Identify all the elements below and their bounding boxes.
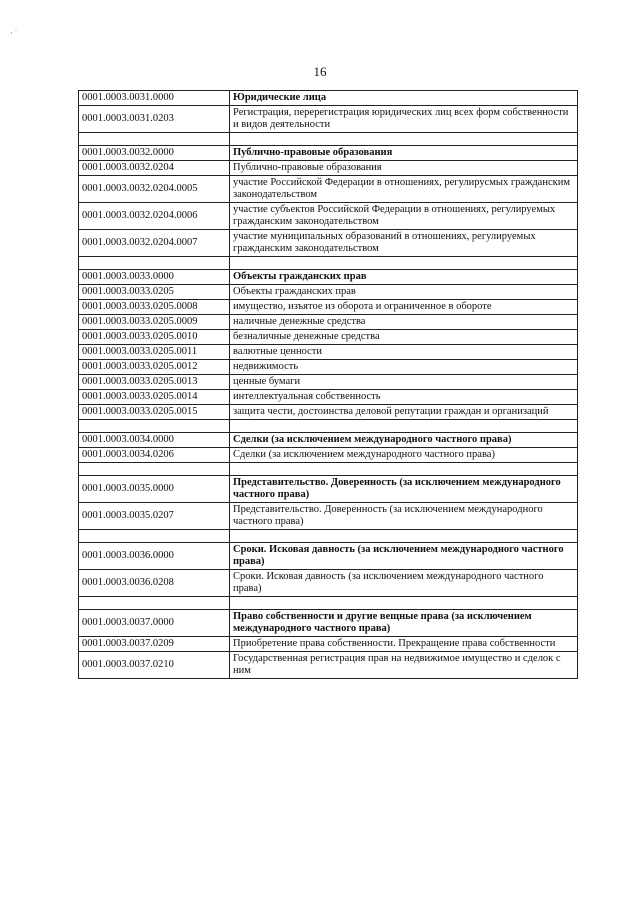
- code-cell: 0001.0003.0037.0000: [79, 610, 230, 637]
- table-row: [79, 106, 578, 133]
- classifier-table: [78, 90, 578, 679]
- section-title-cell: Сделки (за исключением международного частного права): [230, 433, 578, 448]
- spacer-cell: [79, 463, 230, 476]
- code-cell: 0001.0003.0037.0210: [79, 652, 230, 679]
- section-title-cell: Юридические лица: [230, 91, 578, 106]
- table-row: [79, 230, 578, 257]
- spacer-cell: [230, 597, 578, 610]
- spacer-cell: [79, 420, 230, 433]
- section-title-cell: Право собственности и другие вещные права (за исключением международного частного права): [230, 610, 578, 637]
- code-cell: 0001.0003.0034.0000: [79, 433, 230, 448]
- table-row: [79, 360, 578, 375]
- code-cell: 0001.0003.0033.0205.0009: [79, 315, 230, 330]
- spacer-cell: [230, 463, 578, 476]
- table-row: [79, 176, 578, 203]
- code-cell: 0001.0003.0032.0204.0007: [79, 230, 230, 257]
- title-cell: Сроки. Исковая давность (за исключением международного частного права): [230, 570, 578, 597]
- title-cell: недвижимость: [230, 360, 578, 375]
- title-cell: Сделки (за исключением международного частного права): [230, 448, 578, 463]
- spacer-cell: [79, 530, 230, 543]
- spacer-row: [79, 133, 578, 146]
- title-cell: Регистрация, перерегистрация юридических лиц всех форм собственности и видов деятельности: [230, 106, 578, 133]
- table-row: [79, 161, 578, 176]
- spacer-row: [79, 597, 578, 610]
- table-row: [79, 300, 578, 315]
- title-cell: защита чести, достоинства деловой репутации граждан и организаций: [230, 405, 578, 420]
- title-cell: Публично-правовые образования: [230, 161, 578, 176]
- code-cell: 0001.0003.0036.0208: [79, 570, 230, 597]
- title-cell: Представительство. Доверенность (за исключением международного частного права): [230, 503, 578, 530]
- title-cell: Приобретение права собственности. Прекращение права собственности: [230, 637, 578, 652]
- code-cell: 0001.0003.0033.0205.0010: [79, 330, 230, 345]
- spacer-cell: [79, 133, 230, 146]
- table-row: [79, 285, 578, 300]
- section-heading-row: [79, 610, 578, 637]
- section-heading-row: [79, 91, 578, 106]
- spacer-row: [79, 463, 578, 476]
- spacer-cell: [230, 420, 578, 433]
- page-number: 16: [313, 64, 327, 79]
- title-cell: участие субъектов Российской Федерации в отношениях, регулируемых гражданским законодательством: [230, 203, 578, 230]
- code-cell: 0001.0003.0032.0204: [79, 161, 230, 176]
- section-title-cell: Публично-правовые образования: [230, 146, 578, 161]
- title-cell: интеллектуальная собственность: [230, 390, 578, 405]
- spacer-cell: [230, 133, 578, 146]
- code-cell: 0001.0003.0034.0206: [79, 448, 230, 463]
- code-cell: 0001.0003.0033.0205.0008: [79, 300, 230, 315]
- title-cell: Государственная регистрация прав на недвижимое имущество и сделок с ним: [230, 652, 578, 679]
- code-cell: 0001.0003.0037.0209: [79, 637, 230, 652]
- table-row: [79, 503, 578, 530]
- section-title-cell: Сроки. Исковая давность (за исключением международного частного права): [230, 543, 578, 570]
- table-row: [79, 448, 578, 463]
- table-row: [79, 390, 578, 405]
- spacer-cell: [79, 597, 230, 610]
- table-row: [79, 375, 578, 390]
- section-title-cell: Объекты гражданских прав: [230, 270, 578, 285]
- section-title-cell: Представительство. Доверенность (за исключением международного частного права): [230, 476, 578, 503]
- title-cell: участие Российской Федерации в отношениях, регулирусмых гражданским законодательством: [230, 176, 578, 203]
- scan-mark: ‚ ·: [10, 26, 18, 35]
- table-row: [79, 330, 578, 345]
- spacer-row: [79, 530, 578, 543]
- code-cell: 0001.0003.0033.0205.0011: [79, 345, 230, 360]
- table-row: [79, 203, 578, 230]
- section-heading-row: [79, 270, 578, 285]
- table-row: [79, 570, 578, 597]
- section-heading-row: [79, 146, 578, 161]
- code-cell: 0001.0003.0033.0205.0012: [79, 360, 230, 375]
- spacer-cell: [230, 530, 578, 543]
- section-heading-row: [79, 543, 578, 570]
- spacer-cell: [79, 257, 230, 270]
- code-cell: 0001.0003.0036.0000: [79, 543, 230, 570]
- code-cell: 0001.0003.0035.0207: [79, 503, 230, 530]
- title-cell: наличные денежные средства: [230, 315, 578, 330]
- title-cell: валютные ценности: [230, 345, 578, 360]
- code-cell: 0001.0003.0032.0204.0006: [79, 203, 230, 230]
- code-cell: 0001.0003.0032.0204.0005: [79, 176, 230, 203]
- title-cell: ценные бумаги: [230, 375, 578, 390]
- code-cell: 0001.0003.0033.0000: [79, 270, 230, 285]
- table-row: [79, 405, 578, 420]
- code-cell: 0001.0003.0035.0000: [79, 476, 230, 503]
- title-cell: Объекты гражданских прав: [230, 285, 578, 300]
- code-cell: 0001.0003.0033.0205.0013: [79, 375, 230, 390]
- code-cell: 0001.0003.0033.0205: [79, 285, 230, 300]
- title-cell: имущество, изъятое из оборота и ограниченное в обороте: [230, 300, 578, 315]
- code-cell: 0001.0003.0031.0203: [79, 106, 230, 133]
- code-cell: 0001.0003.0033.0205.0014: [79, 390, 230, 405]
- spacer-cell: [230, 257, 578, 270]
- table-row: [79, 315, 578, 330]
- classifier-table-body: [79, 91, 578, 679]
- table-row: [79, 345, 578, 360]
- table-row: [79, 637, 578, 652]
- code-cell: 0001.0003.0031.0000: [79, 91, 230, 106]
- spacer-row: [79, 257, 578, 270]
- title-cell: участие муниципальных образований в отношениях, регулируемых гражданским законодательством: [230, 230, 578, 257]
- section-heading-row: [79, 476, 578, 503]
- code-cell: 0001.0003.0033.0205.0015: [79, 405, 230, 420]
- code-cell: 0001.0003.0032.0000: [79, 146, 230, 161]
- title-cell: безналичные денежные средства: [230, 330, 578, 345]
- spacer-row: [79, 420, 578, 433]
- table-row: [79, 652, 578, 679]
- section-heading-row: [79, 433, 578, 448]
